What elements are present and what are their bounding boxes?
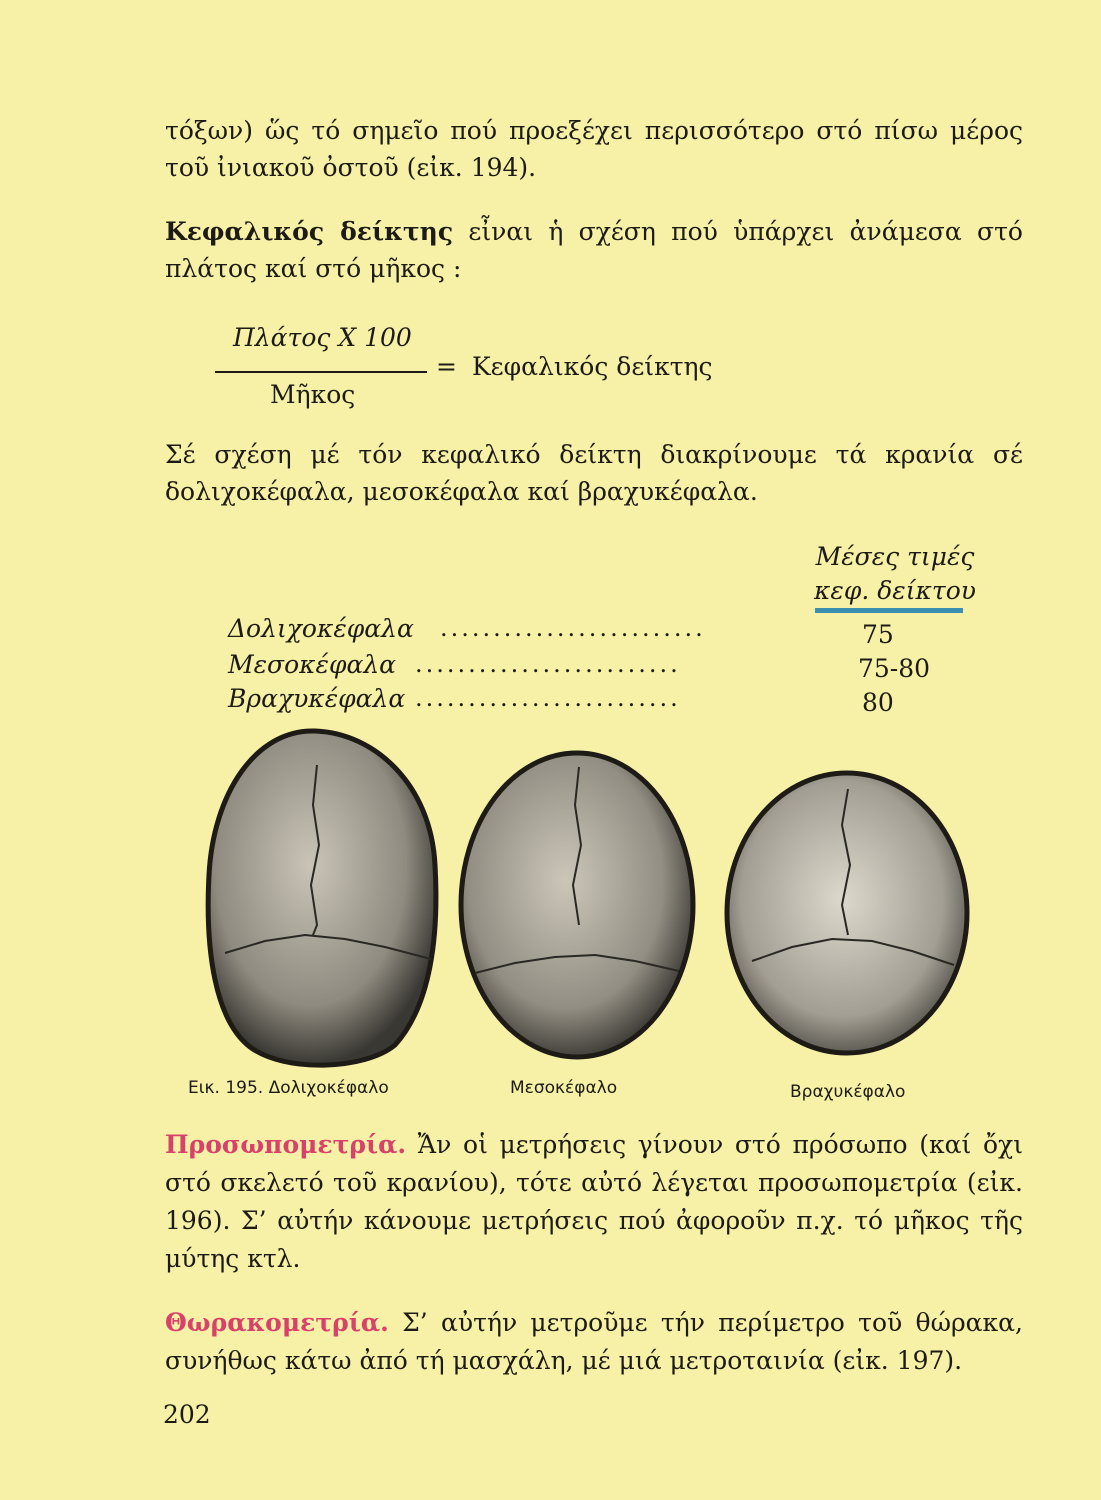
table-header-line1: Μέσες τιμές [815,542,975,571]
prosopometry-paragraph [165,1126,1023,1278]
cephalic-index-term: Κεφαλικός δείκτης [165,217,454,246]
fraction-bar [215,371,427,373]
row-label-dolicho: Δολιχοκέφαλα [228,614,414,643]
thoracometry-text: Σ’ αὐτήν μετροῦμε τήν περίμετρο τοῦ θώρακα, συνήθως κάτω ἀπό τή μασχάλη, μέ μιά μετροταινία (εἰκ. 197). [165,1308,1023,1375]
dolichocephalic-skull-image [195,725,445,1070]
figure-caption-dolicho: Εικ. 195. Δολιχοκέφαλο [188,1078,389,1098]
row-value-dolicho: 75 [862,620,894,649]
cephalic-definition-text: εἶναι ἡ σχέση πού ὑπάρχει ἀνάμεσα στό πλάτος καί στό μῆκος : [165,217,1023,283]
page-number: 202 [163,1400,211,1429]
cephalic-definition [165,213,1023,287]
classification-paragraph: Σέ σχέση μέ τόν κεφαλικό δείκτη διακρίνουμε τά κρανία σέ δολιχοκέφαλα, μεσοκέφαλα καί βραχυκέφαλα. [165,440,1023,506]
brachycephalic-skull-image [722,765,972,1065]
row-label-brachy: Βραχυκέφαλα [228,684,406,713]
figure-caption-brachy: Βραχυκέφαλο [790,1082,906,1102]
row-value-meso: 75-80 [858,654,931,683]
formula-numerator: Πλάτος Χ 100 [233,323,412,352]
thoracometry-paragraph [165,1304,1023,1380]
row-leader-dots: ......................... [440,614,706,642]
table-header-line2: κεφ. δείκτου [814,576,976,605]
formula-equals: = [436,352,457,381]
row-value-brachy: 80 [862,688,894,717]
figure-caption-meso: Μεσοκέφαλο [510,1078,618,1098]
formula-denominator: Μῆκος [270,380,356,409]
intro-paragraph: τόξων) ὥς τό σημεῖο πού προεξέχει περισσότερο στό πίσω μέρος τοῦ ἰνιακοῦ ὀστοῦ (εἰκ. 194). [165,116,1023,182]
header-underline [815,608,963,613]
formula-result: Κεφαλικός δείκτης [472,352,713,381]
prosopometry-term: Προσωπομετρία. [165,1130,407,1159]
row-label-meso: Μεσοκέφαλα [228,650,397,679]
row-leader-dots: ......................... [415,650,681,678]
thoracometry-term: Θωρακομετρία. [165,1308,389,1337]
mesocephalic-skull-image [455,745,700,1065]
row-leader-dots: ......................... [415,684,681,712]
prosopometry-text: Ἄν οἱ μετρήσεις γίνουν στό πρόσωπο (καί ὄχι στό σκελετό τοῦ κρανίου), τότε αὐτό λέγεται προσωπομετρία (εἰκ. 196). Σ’ αὐτήν κάνουμε μετρήσεις πού ἀφοροῦν π.χ. τό μῆκος τῆς μύτης κτλ. [165,1130,1023,1273]
